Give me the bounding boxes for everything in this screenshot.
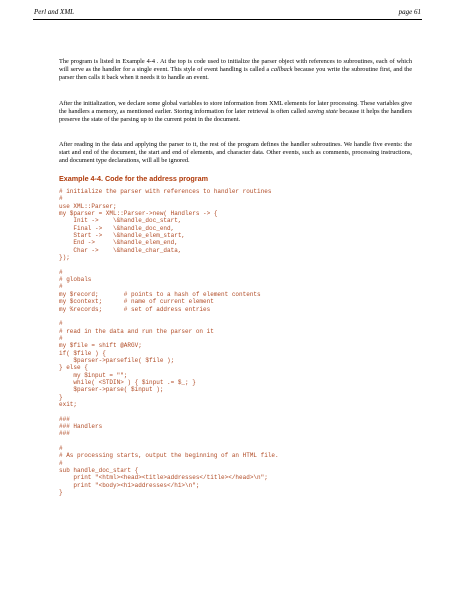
code-line — [59, 313, 419, 320]
term-saving-state: saving state — [307, 108, 338, 116]
code-line: } else { — [59, 364, 88, 372]
paragraph-1-text-b: because you write the subroutine first, and the parser then calls it back when it needs it to handle an event. — [59, 66, 412, 82]
code-line: while( <STDIN> ) { $input .= $_; } — [59, 378, 196, 386]
paragraph-2-text-b: because it helps the handlers preserve the state of the parsing up to the current point in the document. — [59, 108, 412, 124]
code-line: # — [59, 195, 63, 203]
code-line: End -> \&handle_elem_end, — [59, 239, 178, 247]
code-line — [59, 261, 419, 268]
code-line: Start -> \&handle_elem_start, — [59, 232, 186, 240]
code-line: # — [59, 445, 63, 453]
code-line: my %records; # set of address entries — [59, 305, 211, 313]
code-line: Char -> \&handle_char_data, — [59, 246, 182, 254]
paragraph-3: After reading in the data and applying the parser to it, the rest of the program defines the handler subroutines. We handle five events: the start and end of the document, the start and end of elements, and character data. Other events, such as comments, processing instructions, and document type declarations, will all be ignored. — [59, 141, 412, 165]
code-line: # — [59, 268, 63, 276]
code-line — [59, 438, 419, 445]
term-callback: callback — [271, 66, 293, 74]
paragraph-1-text-a: The program is listed in Example 4-4 . At the top is code used to initialize the parser object with references to subroutines, each of which will serve as the handler for a single event. This style of event handling is called a — [59, 58, 412, 74]
header-rule — [33, 19, 422, 20]
code-line: my $input = ""; — [59, 371, 128, 379]
code-line: print "<html><head><title>addresses</title></head>\n"; — [59, 474, 268, 482]
code-line: use XML::Parser; — [59, 202, 117, 210]
code-line: } — [59, 393, 63, 401]
code-line: # — [59, 459, 63, 467]
code-line: ### Handlers — [59, 423, 103, 430]
running-header-title: Perl and XML — [34, 8, 75, 16]
paragraph-2 — [59, 100, 412, 125]
code-line: # — [59, 334, 63, 342]
code-line: # — [59, 283, 63, 291]
example-title: Example 4-4. Code for the address program — [59, 174, 208, 183]
code-line: $parser->parsefile( $file ); — [59, 356, 175, 364]
code-line: # As processing starts, output the beginning of an HTML file. — [59, 452, 279, 460]
code-line: } — [59, 489, 63, 497]
code-line: ### — [59, 415, 70, 423]
code-line: my $record; # points to a hash of element contents — [59, 290, 261, 298]
code-line: # initialize the parser with references to handler routines — [59, 188, 272, 195]
code-listing — [59, 188, 419, 496]
paragraph-1 — [59, 58, 412, 83]
code-line: $parser->parse( $input ); — [59, 386, 164, 394]
page-number: page 61 — [398, 8, 421, 16]
code-line: Init -> \&handle_doc_start, — [59, 217, 182, 225]
code-line: }); — [59, 254, 70, 262]
code-line: # — [59, 320, 63, 328]
code-line: if( $file ) { — [59, 349, 106, 357]
code-line: Final -> \&handle_doc_end, — [59, 224, 175, 232]
code-line: exit; — [59, 400, 78, 408]
code-line: print "<body><h1>addresses</h1>\n"; — [59, 481, 200, 489]
code-line: ### — [59, 430, 70, 438]
code-line — [59, 408, 419, 415]
code-line: my $parser = XML::Parser->new( Handlers -> { — [59, 210, 218, 218]
code-line: # globals — [59, 276, 92, 284]
code-line: # read in the data and run the parser on it — [59, 327, 214, 335]
code-line: sub handle_doc_start { — [59, 467, 139, 475]
paragraph-2-text-a: After the initialization, we declare some global variables to store information from XML elements for later processing. These variables give the handlers a memory, as mentioned earlier. Storing information for later retrieval is often called — [59, 100, 412, 116]
code-line: my $file = shift @ARGV; — [59, 342, 142, 350]
code-line: my $context; # name of current element — [59, 298, 214, 306]
